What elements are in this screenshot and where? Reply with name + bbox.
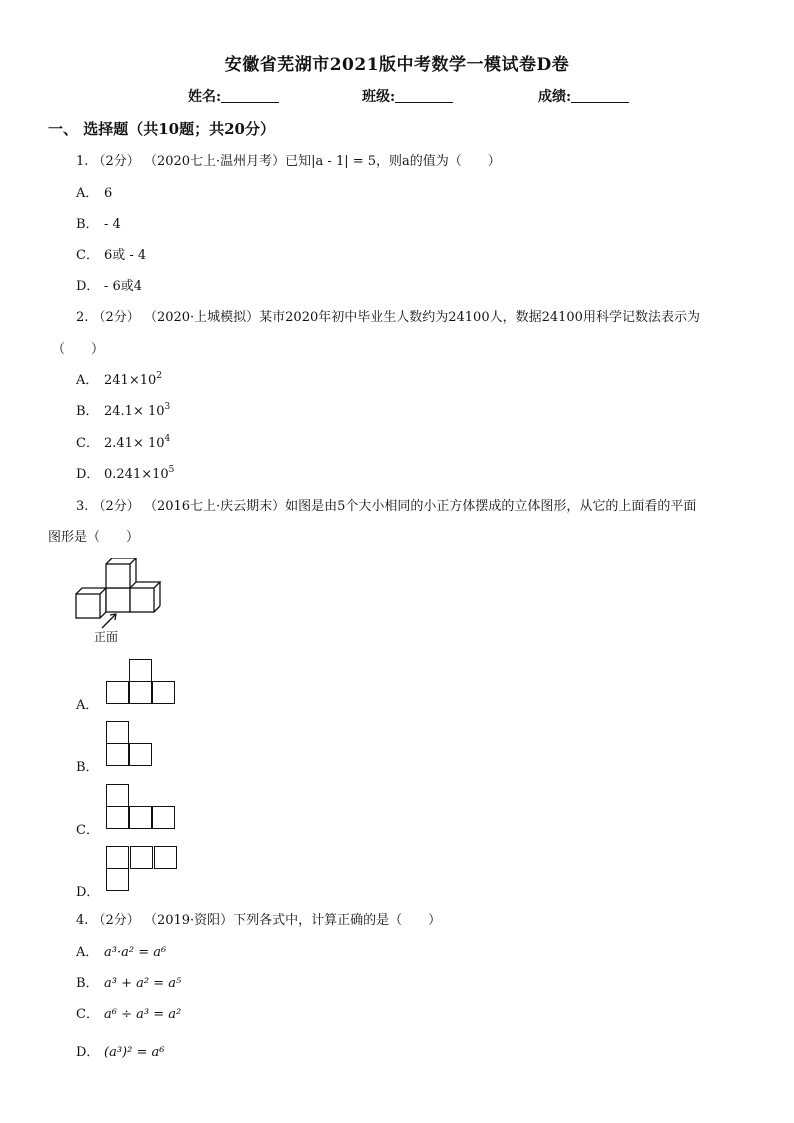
option-label: B． bbox=[76, 217, 99, 232]
q2-option-d bbox=[76, 463, 174, 482]
q4-option-a bbox=[76, 941, 166, 960]
question-3-stem-line2: 图形是（ ） bbox=[48, 530, 140, 545]
question-1-stem: 1. （2分） （2020七上·温州月考）已知|a - 1| = 5，则a的值为（ ） bbox=[76, 154, 501, 169]
cube-figure bbox=[72, 558, 172, 648]
option-text: - 4 bbox=[104, 217, 121, 232]
option-base: 0.241×10 bbox=[104, 467, 169, 482]
option-base: 2.41× 10 bbox=[104, 436, 165, 451]
grid-cell bbox=[130, 846, 153, 869]
front-label: 正面 bbox=[94, 630, 119, 644]
score-blank[interactable] bbox=[571, 88, 629, 103]
q1-option-a bbox=[76, 182, 112, 201]
grid-cell bbox=[106, 743, 129, 766]
option-exponent: 2 bbox=[156, 371, 162, 381]
option-label: C． bbox=[76, 1007, 99, 1022]
grid-cell bbox=[152, 681, 175, 704]
q1-option-c bbox=[76, 244, 146, 263]
q3-option-a-label: A． bbox=[76, 698, 99, 713]
option-exponent: 5 bbox=[168, 465, 175, 475]
option-label: A． bbox=[76, 373, 99, 388]
grid-cell bbox=[129, 681, 152, 704]
option-label: A． bbox=[76, 186, 99, 201]
grid-cell bbox=[106, 846, 129, 869]
option-label: D． bbox=[76, 279, 100, 294]
q4-option-b bbox=[76, 972, 181, 991]
grid-cell bbox=[106, 868, 129, 891]
q3-option-a-grid bbox=[106, 659, 176, 705]
option-exponent: 4 bbox=[164, 434, 171, 444]
q3-option-d-label: D． bbox=[76, 885, 100, 900]
name-blank[interactable] bbox=[221, 88, 279, 103]
option-text: a⁶ ÷ a³ = a² bbox=[104, 1007, 182, 1022]
q2-option-a bbox=[76, 369, 162, 388]
q3-option-c-label: C． bbox=[76, 823, 99, 838]
grid-cell bbox=[129, 743, 152, 766]
class-label: 班级: bbox=[362, 89, 396, 105]
option-base: 241×10 bbox=[104, 373, 157, 388]
q3-option-b-label: B． bbox=[76, 760, 99, 775]
option-text: (a³)² = a⁶ bbox=[104, 1045, 165, 1060]
q3-option-c-grid bbox=[106, 784, 176, 830]
option-label: D． bbox=[76, 467, 100, 482]
q2-option-c bbox=[76, 432, 170, 451]
option-text: a³·a² = a⁶ bbox=[104, 945, 167, 960]
question-3-stem-line1: 3. （2分） （2016七上·庆云期末）如图是由5个大小相同的小正方体摆成的立体图形，从它的上面看的平面 bbox=[76, 499, 697, 514]
option-label: D． bbox=[76, 1045, 100, 1060]
grid-cell bbox=[129, 659, 152, 682]
option-label: B． bbox=[76, 404, 99, 419]
name-field bbox=[188, 86, 279, 106]
option-text: - 6或4 bbox=[104, 279, 143, 294]
score-label: 成绩: bbox=[538, 89, 572, 105]
option-base: 24.1× 10 bbox=[104, 404, 165, 419]
option-label: A． bbox=[76, 945, 99, 960]
class-field bbox=[362, 86, 453, 106]
grid-cell bbox=[152, 806, 175, 829]
score-field bbox=[538, 86, 629, 106]
grid-cell bbox=[154, 846, 177, 869]
q3-option-d-grid bbox=[106, 846, 178, 892]
section-title: 一、 选择题（共10题；共20分） bbox=[48, 120, 275, 138]
class-blank[interactable] bbox=[395, 88, 453, 103]
option-text: a³ + a² = a⁵ bbox=[104, 976, 182, 991]
name-label: 姓名: bbox=[188, 89, 222, 105]
question-4-stem: 4. （2分） （2019·资阳）下列各式中，计算正确的是（ ） bbox=[76, 913, 442, 928]
grid-cell bbox=[129, 806, 152, 829]
q2-option-b bbox=[76, 400, 170, 419]
page-title: 安徽省芜湖市2021版中考数学一模试卷D卷 bbox=[224, 55, 570, 75]
option-label: C． bbox=[76, 248, 99, 263]
q1-option-b bbox=[76, 213, 121, 232]
q3-option-b-grid bbox=[106, 721, 153, 767]
option-exponent: 3 bbox=[164, 402, 171, 412]
q1-option-d bbox=[76, 275, 142, 294]
question-2-stem-line1: 2. （2分） （2020·上城模拟）某市2020年初中毕业生人数约为24100人，数据24100用科学记数法表示为 bbox=[76, 310, 700, 325]
grid-cell bbox=[106, 806, 129, 829]
grid-cell bbox=[106, 784, 129, 807]
option-label: B． bbox=[76, 976, 99, 991]
option-text: 6或 - 4 bbox=[104, 248, 147, 263]
q4-option-c bbox=[76, 1003, 181, 1022]
option-label: C． bbox=[76, 436, 99, 451]
option-text: 6 bbox=[104, 186, 113, 201]
grid-cell bbox=[106, 721, 129, 744]
grid-cell bbox=[106, 681, 129, 704]
q4-option-d bbox=[76, 1041, 164, 1060]
question-2-stem-line2: （ ） bbox=[52, 342, 105, 357]
